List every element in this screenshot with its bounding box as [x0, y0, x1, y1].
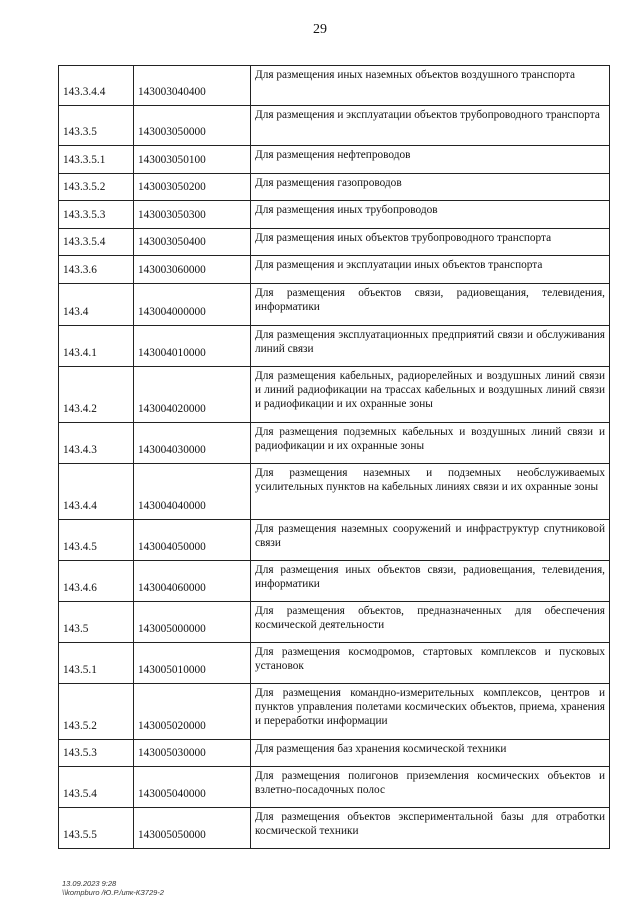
row-description-cell: Для размещения объектов, предназначенных для обеспечения космической деятельности — [251, 602, 610, 643]
row-code-cell: 143004010000 — [134, 326, 251, 367]
row-description-cell: Для размещения объектов экспериментальной базы для отработки космической техники — [251, 808, 610, 849]
row-code-cell: 143004040000 — [134, 464, 251, 520]
row-number-cell: 143.3.4.4 — [59, 66, 134, 106]
table-body — [59, 66, 610, 849]
row-code-cell: 143003050400 — [134, 229, 251, 256]
table-row — [59, 326, 610, 367]
table-row — [59, 520, 610, 561]
row-code-cell: 143005020000 — [134, 684, 251, 740]
row-number-cell: 143.3.5.1 — [59, 146, 134, 174]
row-description-cell: Для размещения иных объектов связи, радиовещания, телевидения, информатики — [251, 561, 610, 602]
row-code-cell: 143004000000 — [134, 284, 251, 326]
table-row — [59, 808, 610, 849]
row-description-cell: Для размещения эксплуатационных предприятий связи и обслуживания линий связи — [251, 326, 610, 367]
row-code-cell: 143004060000 — [134, 561, 251, 602]
row-code-cell: 143003050000 — [134, 106, 251, 146]
row-number-cell: 143.4.2 — [59, 367, 134, 423]
row-code-cell: 143004020000 — [134, 367, 251, 423]
row-number-cell: 143.4.6 — [59, 561, 134, 602]
row-description-cell: Для размещения наземных сооружений и инфраструктур спутниковой связи — [251, 520, 610, 561]
table-row — [59, 284, 610, 326]
row-description-cell: Для размещения космодромов, стартовых комплексов и пусковых установок — [251, 643, 610, 684]
row-description-cell: Для размещения и эксплуатации объектов трубопроводного транспорта — [251, 106, 610, 146]
row-description-cell: Для размещения и эксплуатации иных объектов транспорта — [251, 256, 610, 284]
table-row — [59, 229, 610, 256]
row-number-cell: 143.3.5 — [59, 106, 134, 146]
table-row — [59, 684, 610, 740]
row-code-cell: 143003060000 — [134, 256, 251, 284]
row-number-cell: 143.5.3 — [59, 740, 134, 767]
row-description-cell: Для размещения наземных и подземных необслуживаемых усилительных пунктов на кабельных линиях связи и их охранные зоны — [251, 464, 610, 520]
table-row — [59, 201, 610, 229]
row-description-cell: Для размещения полигонов приземления космических объектов и взлетно-посадочных полос — [251, 767, 610, 808]
table-row — [59, 423, 610, 464]
row-description-cell: Для размещения командно-измерительных комплексов, центров и пунктов управления полетами космических объектов, приема, хранения и переработки информации — [251, 684, 610, 740]
row-number-cell: 143.3.5.3 — [59, 201, 134, 229]
row-code-cell: 143005030000 — [134, 740, 251, 767]
row-number-cell: 143.5.5 — [59, 808, 134, 849]
row-code-cell: 143005000000 — [134, 602, 251, 643]
row-code-cell: 143005010000 — [134, 643, 251, 684]
table-row — [59, 146, 610, 174]
row-number-cell: 143.5.4 — [59, 767, 134, 808]
row-description-cell: Для размещения иных объектов трубопроводного транспорта — [251, 229, 610, 256]
table-row — [59, 767, 610, 808]
row-description-cell: Для размещения газопроводов — [251, 174, 610, 201]
classification-table — [58, 65, 610, 849]
row-description-cell: Для размещения баз хранения космической техники — [251, 740, 610, 767]
row-code-cell: 143005050000 — [134, 808, 251, 849]
row-code-cell: 143004030000 — [134, 423, 251, 464]
row-description-cell: Для размещения нефтепроводов — [251, 146, 610, 174]
row-description-cell: Для размещения иных трубопроводов — [251, 201, 610, 229]
row-code-cell: 143004050000 — [134, 520, 251, 561]
row-code-cell: 143003050100 — [134, 146, 251, 174]
row-description-cell: Для размещения подземных кабельных и воздушных линий связи и радиофикации и их охранные зоны — [251, 423, 610, 464]
row-code-cell: 143003050200 — [134, 174, 251, 201]
footer-path: \\kompburo /Ю.Р./ипк-КЗ729-2 — [62, 888, 164, 897]
row-code-cell: 143003040400 — [134, 66, 251, 106]
footer-timestamp: 13.09.2023 9:28 — [62, 879, 117, 888]
table-row — [59, 66, 610, 106]
row-number-cell: 143.5.1 — [59, 643, 134, 684]
row-description-cell: Для размещения объектов связи, радиовещания, телевидения, информатики — [251, 284, 610, 326]
row-number-cell: 143.4.1 — [59, 326, 134, 367]
row-number-cell: 143.5.2 — [59, 684, 134, 740]
page-number: 29 — [313, 22, 327, 37]
row-number-cell: 143.4 — [59, 284, 134, 326]
table-row — [59, 643, 610, 684]
table-row — [59, 561, 610, 602]
table-row — [59, 256, 610, 284]
row-code-cell: 143003050300 — [134, 201, 251, 229]
table-row — [59, 740, 610, 767]
row-number-cell: 143.4.3 — [59, 423, 134, 464]
row-number-cell: 143.3.5.4 — [59, 229, 134, 256]
table-row — [59, 367, 610, 423]
table-row — [59, 106, 610, 146]
table-row — [59, 174, 610, 201]
row-number-cell: 143.4.5 — [59, 520, 134, 561]
row-number-cell: 143.3.6 — [59, 256, 134, 284]
row-number-cell: 143.5 — [59, 602, 134, 643]
row-code-cell: 143005040000 — [134, 767, 251, 808]
table-row — [59, 602, 610, 643]
row-description-cell: Для размещения кабельных, радиорелейных и воздушных линий связи и линий радиофикации на трассах кабельных и воздушных линий связи и радиофикации и их охранные зоны — [251, 367, 610, 423]
row-number-cell: 143.3.5.2 — [59, 174, 134, 201]
print-footer — [62, 879, 164, 897]
row-number-cell: 143.4.4 — [59, 464, 134, 520]
row-description-cell: Для размещения иных наземных объектов воздушного транспорта — [251, 66, 610, 106]
table-row — [59, 464, 610, 520]
